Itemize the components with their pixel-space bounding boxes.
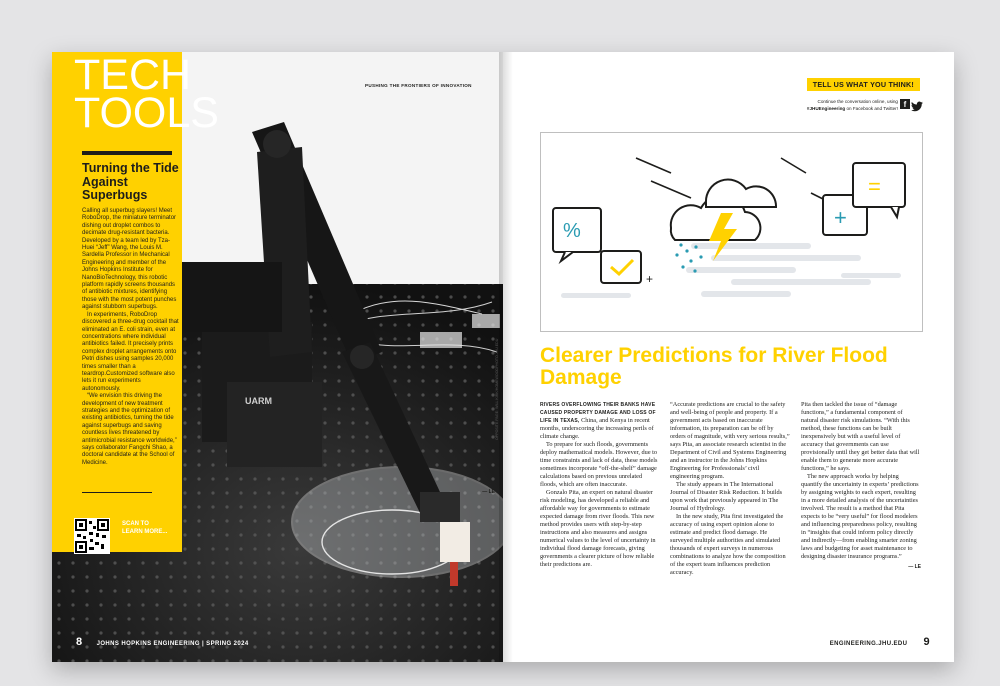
story-paragraph: Calling all superbug slayers! Meet RoboDrop, the miniature terminator dishing out droplet combos to decimate drug-resistant bacteria. Developed by a team led by Tza-Huei “Jeff” Wang, the Louis M. Sardella Professor in Mechanical Engineering and member of the Johns Hopkins Institute for NanoBioTechnology, this robotic platform rapidly screens thousands of antibiotic mixtures, identifying those with the most potent punches against stubborn superbugs. xyxy=(82,208,177,311)
hashtag: #JHUEngineering xyxy=(806,105,846,111)
plus-bubble-symbol: + xyxy=(834,205,847,230)
flood-illustration xyxy=(540,132,923,332)
article-paragraph: The study appears in The International Journal of Disaster Risk Reduction. It builds upon work that previously appeared in The Journal of Hydrology. xyxy=(670,481,783,512)
facebook-icon[interactable]: f xyxy=(900,99,910,109)
divider xyxy=(82,151,172,155)
footer-text: ENGINEERING.JHU.EDU xyxy=(829,641,908,647)
plus-symbol: + xyxy=(646,272,654,286)
section-title-line2: TOOLS xyxy=(74,89,219,137)
article-column-1 xyxy=(540,401,660,569)
section-title-line1: TECH xyxy=(74,52,192,99)
magazine-spread xyxy=(52,52,954,662)
footer-left xyxy=(76,636,249,648)
scan-line: SCAN TO xyxy=(122,521,149,527)
page-number: 9 xyxy=(923,636,930,648)
feedback-tag: TELL US WHAT YOU THINK! xyxy=(807,78,920,91)
story-body xyxy=(82,208,180,467)
story-paragraph: In experiments, RoboDrop discovered a three-drug cocktail that eliminated an E. coli strain, even at concentrations where individual antibiotics failed. It precisely prints complex droplet arrangements onto Petri dishes using samples 20,000 times smaller than a teardrop.Customized software also lets it run experiments autonomously. xyxy=(82,311,179,392)
signoff-rule xyxy=(82,492,152,493)
section-title xyxy=(74,52,219,137)
photo-credit: OPPOSITE PAGE: WILL KIRK/HOMEWOODPHOTO.JHU.EDU xyxy=(495,338,499,440)
robot-label: UARM xyxy=(245,396,272,406)
article-paragraph: To prepare for such floods, governments deploy mathematical models. However, due to time constraints and lack of data, these models sometimes incorporate “off-the-shelf” damage calculations based on previous unrelated floods, which are often inaccurate. xyxy=(540,441,658,488)
scan-line: LEARN MORE... xyxy=(122,529,168,535)
article-paragraph: In the new study, Pita first investigated the accuracy of using expert opinion alone to estimate and predict flood damage. He surveyed multiple authorities and simulated thousands of expert surveys in numerous combinations to analyze how the composition of the expert team influences prediction accuracy. xyxy=(670,513,786,576)
article-signoff: — LE xyxy=(908,564,921,570)
story-headline: Turning the Tide Against Superbugs xyxy=(82,161,179,202)
page-number: 8 xyxy=(76,636,83,648)
article-headline: Clearer Predictions for River Flood Damage xyxy=(540,344,888,389)
story-signoff: — LE xyxy=(482,489,495,495)
article-paragraph: Pita then tackled the issue of “damage functions,” a fundamental component of natural disaster risk simulations. “With this method, these functions can be built inexpensively but with a useful level of accuracy that governments can use provisionally until they get better data that will enable them to generate more accurate functions,” he says. xyxy=(801,401,920,472)
article-paragraph: China, and Kenya in recent months, underscoring the increasing perils of climate change. xyxy=(540,417,654,440)
equals-symbol: = xyxy=(868,174,881,199)
story-paragraph: “We envision this driving the development of new treatment strategies and the optimization of existing antibiotics, turning the tide against superbugs and saving countless lives threatened by antimicrobial resistance worldwide,” says collaborator Fangchi Shao, a doctoral candidate at the School of Medicine. xyxy=(82,393,177,466)
article-column-2 xyxy=(670,401,790,577)
footer-right xyxy=(830,636,930,648)
social-line: on Facebook and Twitter! xyxy=(845,105,898,111)
article-column-3 xyxy=(801,401,921,571)
lead-caps: RIVERS OVERFLOWING THEIR BANKS HAVE CAUSED PROPERTY DAMAGE AND LOSS OF LIFE IN TEXAS, xyxy=(540,402,656,424)
article-paragraph: The new approach works by helping quantify the uncertainty in experts’ predictions by assigning weights to each expert, resulting in a more detailed analysis of the uncertainties involved. The result is a method that Pita expects to be “very useful” for flood modelers and influencing preparedness policy, resulting in “insights that could inform policy directly and indirectly—from enabling smarter zoning laws and budgeting for asset maintenance to designing disaster insurance programs.” xyxy=(801,473,919,560)
spine-gutter xyxy=(499,52,513,662)
right-page xyxy=(503,52,954,662)
left-page xyxy=(52,52,503,662)
scan-prompt xyxy=(122,520,182,536)
footer-text: JOHNS HOPKINS ENGINEERING | SPRING 2024 xyxy=(96,641,249,647)
page-kicker: PUSHING THE FRONTIERS OF INNOVATION xyxy=(365,83,472,88)
social-callout xyxy=(778,99,898,112)
twitter-icon[interactable] xyxy=(911,99,923,110)
qr-code-icon[interactable] xyxy=(74,518,110,554)
article-paragraph: Gonzalo Pita, an expert on natural disaster risk modeling, has developed a reliable and affordable way for governments to estimate expected damage from river floods. This new method provides users with step-by-step instructions and also measures and assigns numerical values to the level of uncertainty in individual flood damage forecasts, giving governments a clearer picture of how reliable their predictions are. xyxy=(540,489,656,568)
article-paragraph: “Accurate predictions are crucial to the safety and well-being of people and property. If a government acts based on inaccurate information, its preparation can be off by orders of magnitude, with very serious results,” says Pita, an associate research scientist in the Department of Civil and Systems Engineering and an instructor in the Johns Hopkins Engineering for Professionals’ civil engineering program. xyxy=(670,401,790,480)
percent-symbol: % xyxy=(563,220,581,242)
social-line: Continue the conversation online, using xyxy=(817,99,898,104)
